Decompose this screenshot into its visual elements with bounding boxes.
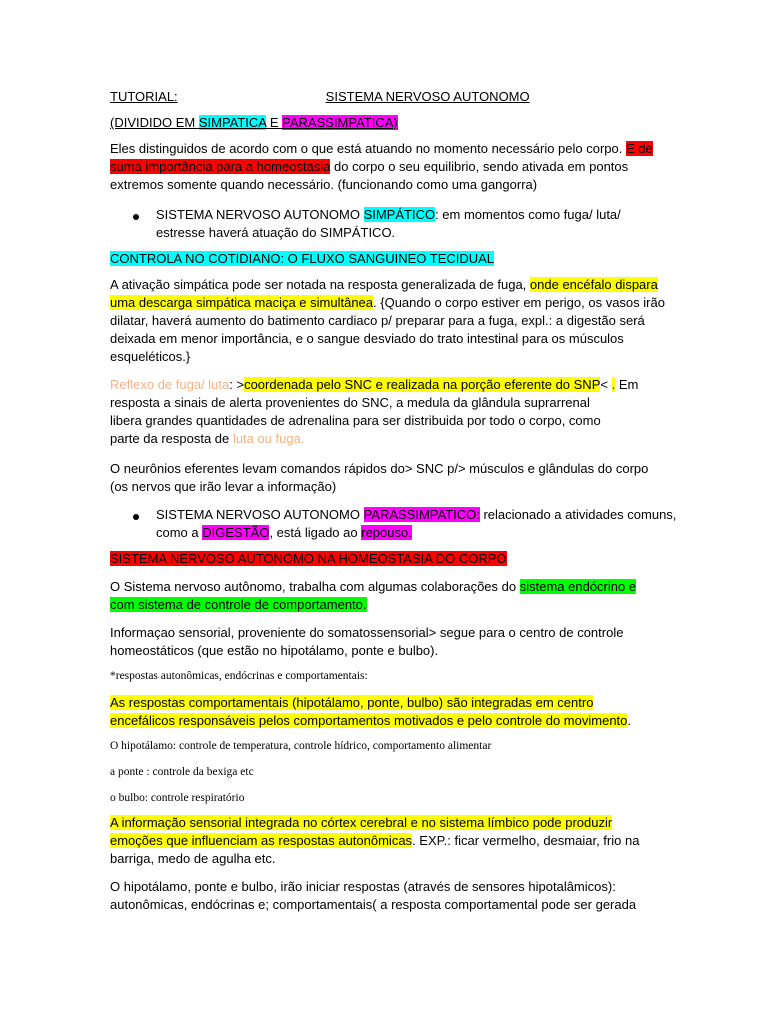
hipotalamo-item: O hipotálamo: controle de temperatura, controle hídrico, comportamento alimentar (110, 740, 492, 752)
intro-red-highlight: suma importância para a homeostasia (110, 159, 331, 174)
intro-text: do corpo o seu equilibrio, sendo ativada em pontos (330, 159, 629, 174)
subtitle-parassimpatica: PARASSIMPATICA) (282, 115, 398, 130)
ativacao-yellow: uma descarga simpática maciça e simultânea (110, 295, 374, 310)
comport-yellow: As respostas comportamentais (hipotálamo, ponte, bulbo) são integradas em centro (110, 695, 594, 710)
reflexo-yellow: . (611, 377, 616, 392)
reflexo-line-4 (110, 430, 304, 448)
bullet2-line-2 (156, 524, 412, 542)
heading-fluxo-text: CONTROLA NO COTIDIANO: O FLUXO SANGUINEO TECIDUAL (110, 251, 495, 266)
subtitle-mid: E (266, 115, 283, 130)
bullet2-text: , está ligado ao (269, 525, 362, 540)
bullet1-line-2: estresse haverá atuação do SIMPÁTICO. (156, 225, 396, 240)
bullet1-text: : em momentos como fuga/ luta/ (435, 207, 621, 222)
bullet2-digestao: DIGESTÃO (202, 525, 270, 540)
bullet1-text: SISTEMA NERVOSO AUTONOMO (156, 207, 364, 222)
bullet1-simpatico: SIMPÁTICO (363, 207, 436, 222)
reflexo-text: Em (615, 377, 639, 392)
colab-green: com sistema de controle de comportamento. (110, 597, 367, 612)
ativacao-line-5: esqueléticos.} (110, 349, 191, 364)
heading-fluxo (110, 250, 494, 268)
intro-line-3: extremos somente quando necessário. (funcionando como uma gangorra) (110, 177, 538, 192)
colab-line-2 (110, 596, 367, 614)
cortex-yellow: emoções que influenciam as respostas autonômicas (110, 833, 413, 848)
info-line-2: homeostáticos (que estão no hipotálamo, ponte e bulbo). (110, 643, 439, 658)
heading-homeostasia (110, 550, 507, 568)
reflexo-title: Reflexo de fuga/ luta (110, 377, 230, 392)
intro-line-2 (110, 158, 628, 176)
final-line-1: O hipotálamo, ponte e bulbo, irão iniciar respostas (através de sensores hipotalâmicos): (110, 879, 616, 894)
info-line-1: Informaçao sensorial, proveniente do somatossensorial> segue para o centro de controle (110, 625, 624, 640)
reflexo-line-2: resposta a sinais de alerta provenientes do SNC, a medula da glândula suprarrenal (110, 395, 590, 410)
title-text: SISTEMA NERVOSO AUTONOMO (325, 89, 530, 104)
subtitle-pre: (DIVIDIDO EM (110, 115, 199, 130)
bullet2-line-1 (156, 506, 676, 524)
bullet2-text: SISTEMA NERVOSO AUTONOMO (156, 507, 364, 522)
bullet2-text: como a (156, 525, 203, 540)
comport-line-1 (110, 694, 593, 712)
reflexo-text: : > (229, 377, 245, 392)
intro-text: Eles distinguidos de acordo com o que está atuando no momento necessário pelo corpo. (110, 141, 626, 156)
intro-line-1 (110, 140, 653, 158)
bullet1-line-1 (156, 206, 621, 224)
cortex-line-2 (110, 832, 639, 850)
ativacao-text: A ativação simpática pode ser notada na resposta generalizada de fuga, (110, 277, 530, 292)
colab-green: sistema endócrino e (519, 579, 637, 594)
ponte-item: a ponte : controle da bexiga etc (110, 766, 254, 778)
heading-homeostasia-text: SISTEMA NERVOSO AUTONOMO NA HOMEOSTASIA DO CORPO (110, 551, 507, 566)
comport-yellow: encefálicos responsáveis pelos comportamentos motivados e pelo controle do movimento (110, 713, 628, 728)
colab-text: O Sistema nervoso autônomo, trabalha com algumas colaborações do (110, 579, 520, 594)
final-line-2: autonômicas, endócrinas e; comportamentais( a resposta comportamental pode ser gerada (110, 897, 637, 912)
ativacao-line-1 (110, 276, 658, 294)
title-label: TUTORIAL: (110, 89, 178, 104)
comport-line-2 (110, 712, 631, 730)
cortex-yellow: A informação sensorial integrada no córtex cerebral e no sistema límbico pode produzir (110, 815, 613, 830)
reflexo-line-1 (110, 376, 638, 394)
reflexo-line-3: libera grandes quantidades de adrenalina para ser distribuida por todo o corpo, como (110, 413, 601, 428)
reflexo-yellow: coordenada pelo SNC e realizada na porção eferente do SNP (244, 377, 601, 392)
subtitle-simpatica: SIMPATICA (198, 115, 267, 130)
bullet2-parassimpatico: PARASSIMPATICO: (363, 507, 480, 522)
subtitle (110, 114, 398, 132)
reflexo-text: < (600, 377, 612, 392)
ativacao-yellow: onde encéfalo dispara (529, 277, 658, 292)
cortex-text: . EXP.: ficar vermelho, desmaiar, frio na (412, 833, 640, 848)
cortex-line-3: barriga, medo de agulha etc. (110, 851, 276, 866)
bullet2-repouso: repouso. (361, 525, 412, 540)
ativacao-line-2 (110, 294, 665, 312)
ativacao-text: . {Quando o corpo estiver em perigo, os vasos irão (373, 295, 665, 310)
ativacao-line-4: deixada em menor importância, e o sangue desviado do trato intestinal para os músculos (110, 331, 624, 346)
respostas-note: *respostas autonômicas, endócrinas e comportamentais: (110, 670, 368, 682)
bullet-dot (133, 214, 139, 220)
colab-line-1 (110, 578, 636, 596)
document-title (110, 88, 538, 106)
neuronios-line-1: O neurônios eferentes levam comandos rápidos do> SNC p/> músculos e glândulas do corpo (110, 461, 649, 476)
intro-red-highlight: E de (626, 141, 653, 156)
cortex-line-1 (110, 814, 612, 832)
bullet2-text: relacionado a atividades comuns, (479, 507, 677, 522)
reflexo-peach: luta ou fuga. (232, 431, 305, 446)
comport-text: . (627, 713, 632, 728)
bulbo-item: o bulbo: controle respiratório (110, 792, 245, 804)
reflexo-text: parte da resposta de (110, 431, 233, 446)
neuronios-line-2: (os nervos que irão levar a informação) (110, 479, 337, 494)
bullet-dot (133, 514, 139, 520)
ativacao-line-3: dilatar, haverá aumento do batimento cardiaco p/ preparar para a fuga, expl.: a digestão será (110, 313, 645, 328)
